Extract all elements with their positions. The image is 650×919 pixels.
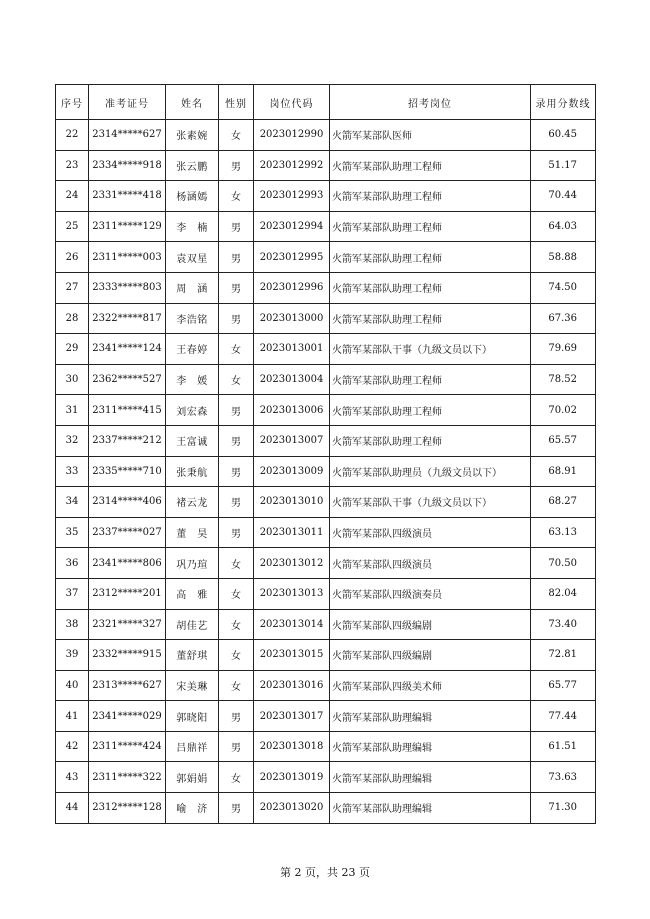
cell-gender: 男	[219, 303, 254, 334]
cell-post: 火箭军某部队助理编辑	[330, 793, 531, 824]
cell-name: 王春婷	[166, 334, 219, 365]
cell-name: 李 楠	[166, 211, 219, 242]
cell-post: 火箭军某部队四级美术师	[330, 670, 531, 701]
cell-post: 火箭军某部队助理编辑	[330, 731, 531, 762]
cell-gender: 男	[219, 211, 254, 242]
table-row	[56, 272, 596, 303]
header-post: 招考岗位	[330, 85, 531, 120]
cell-post-code: 2023013015	[254, 640, 330, 671]
cell-post-code: 2023013009	[254, 456, 330, 487]
cell-exam-id: 2311*****424	[89, 731, 166, 762]
cell-post-code: 2023013013	[254, 578, 330, 609]
cell-serial: 28	[56, 303, 89, 334]
table-row	[56, 487, 596, 518]
cell-post: 火箭军某部队助理员（九级文员以下）	[330, 456, 531, 487]
cell-name: 袁双星	[166, 242, 219, 273]
table-row	[56, 701, 596, 732]
cell-serial: 34	[56, 487, 89, 518]
cell-gender: 男	[219, 731, 254, 762]
cell-serial: 22	[56, 120, 89, 151]
table-row	[56, 731, 596, 762]
header-gender: 性别	[219, 85, 254, 120]
cell-post-code: 2023013012	[254, 548, 330, 579]
cell-serial: 38	[56, 609, 89, 640]
cell-exam-id: 2334*****918	[89, 150, 166, 181]
cell-score: 74.50	[531, 272, 596, 303]
cell-serial: 33	[56, 456, 89, 487]
cell-serial: 36	[56, 548, 89, 579]
cell-post-code: 2023013017	[254, 701, 330, 732]
cell-serial: 44	[56, 793, 89, 824]
cell-exam-id: 2311*****129	[89, 211, 166, 242]
cell-exam-id: 2321*****327	[89, 609, 166, 640]
cell-serial: 24	[56, 181, 89, 212]
cell-gender: 女	[219, 120, 254, 151]
table-body	[56, 120, 596, 824]
cell-score: 72.81	[531, 640, 596, 671]
cell-post-code: 2023013004	[254, 364, 330, 395]
cell-name: 刘宏森	[166, 395, 219, 426]
cell-post: 火箭军某部队助理编辑	[330, 701, 531, 732]
cell-exam-id: 2313*****627	[89, 670, 166, 701]
cell-serial: 40	[56, 670, 89, 701]
table-row	[56, 211, 596, 242]
cell-post: 火箭军某部队干事（九级文员以下）	[330, 487, 531, 518]
cell-post: 火箭军某部队助理工程师	[330, 303, 531, 334]
cell-exam-id: 2333*****803	[89, 272, 166, 303]
table-row	[56, 670, 596, 701]
cell-post: 火箭军某部队四级编剧	[330, 609, 531, 640]
cell-gender: 女	[219, 640, 254, 671]
cell-serial: 27	[56, 272, 89, 303]
header-score-line: 录用分数线	[531, 85, 596, 120]
cell-gender: 女	[219, 181, 254, 212]
cell-score: 70.02	[531, 395, 596, 426]
cell-exam-id: 2341*****029	[89, 701, 166, 732]
cell-gender: 男	[219, 793, 254, 824]
cell-gender: 女	[219, 670, 254, 701]
table-row	[56, 762, 596, 793]
cell-name: 郭娟娟	[166, 762, 219, 793]
cell-post-code: 2023012992	[254, 150, 330, 181]
cell-serial: 43	[56, 762, 89, 793]
cell-name: 张云鹏	[166, 150, 219, 181]
cell-post: 火箭军某部队助理工程师	[330, 150, 531, 181]
cell-serial: 31	[56, 395, 89, 426]
cell-serial: 39	[56, 640, 89, 671]
cell-name: 吕鼎祥	[166, 731, 219, 762]
cell-name: 宋美琳	[166, 670, 219, 701]
table-header-row	[56, 85, 596, 120]
cell-serial: 35	[56, 517, 89, 548]
cell-exam-id: 2311*****003	[89, 242, 166, 273]
cell-post: 火箭军某部队助理工程师	[330, 364, 531, 395]
cell-score: 77.44	[531, 701, 596, 732]
cell-serial: 30	[56, 364, 89, 395]
table-row	[56, 609, 596, 640]
cell-name: 胡佳艺	[166, 609, 219, 640]
cell-exam-id: 2341*****124	[89, 334, 166, 365]
cell-post: 火箭军某部队助理工程师	[330, 211, 531, 242]
cell-name: 张秉航	[166, 456, 219, 487]
cell-name: 周 涵	[166, 272, 219, 303]
cell-name: 褚云龙	[166, 487, 219, 518]
cell-exam-id: 2311*****415	[89, 395, 166, 426]
cell-post-code: 2023013019	[254, 762, 330, 793]
cell-serial: 37	[56, 578, 89, 609]
table-row	[56, 334, 596, 365]
cell-gender: 女	[219, 609, 254, 640]
cell-serial: 29	[56, 334, 89, 365]
table-row	[56, 120, 596, 151]
cell-serial: 26	[56, 242, 89, 273]
cell-serial: 32	[56, 425, 89, 456]
cell-score: 51.17	[531, 150, 596, 181]
cell-gender: 男	[219, 487, 254, 518]
table-row	[56, 395, 596, 426]
header-post-code: 岗位代码	[254, 85, 330, 120]
cell-gender: 男	[219, 272, 254, 303]
cell-serial: 41	[56, 701, 89, 732]
cell-exam-id: 2332*****915	[89, 640, 166, 671]
cell-post-code: 2023013010	[254, 487, 330, 518]
cell-score: 73.40	[531, 609, 596, 640]
cell-exam-id: 2322*****817	[89, 303, 166, 334]
cell-serial: 23	[56, 150, 89, 181]
cell-score: 70.50	[531, 548, 596, 579]
cell-gender: 女	[219, 578, 254, 609]
cell-gender: 男	[219, 517, 254, 548]
table-row	[56, 456, 596, 487]
cell-gender: 女	[219, 548, 254, 579]
cell-serial: 25	[56, 211, 89, 242]
cell-post-code: 2023013006	[254, 395, 330, 426]
cell-name: 巩乃瑄	[166, 548, 219, 579]
admission-score-table	[55, 84, 596, 824]
table-row	[56, 548, 596, 579]
cell-exam-id: 2335*****710	[89, 456, 166, 487]
cell-post: 火箭军某部队助理工程师	[330, 272, 531, 303]
cell-post-code: 2023013016	[254, 670, 330, 701]
cell-score: 68.27	[531, 487, 596, 518]
cell-post-code: 2023013014	[254, 609, 330, 640]
header-name: 姓名	[166, 85, 219, 120]
cell-score: 60.45	[531, 120, 596, 151]
table-row	[56, 242, 596, 273]
header-serial: 序号	[56, 85, 89, 120]
cell-gender: 男	[219, 242, 254, 273]
cell-name: 董 昊	[166, 517, 219, 548]
cell-score: 64.03	[531, 211, 596, 242]
cell-post-code: 2023012995	[254, 242, 330, 273]
cell-post: 火箭军某部队助理工程师	[330, 425, 531, 456]
cell-score: 79.69	[531, 334, 596, 365]
cell-gender: 男	[219, 395, 254, 426]
cell-score: 78.52	[531, 364, 596, 395]
cell-score: 67.36	[531, 303, 596, 334]
cell-exam-id: 2362*****527	[89, 364, 166, 395]
cell-name: 高 雅	[166, 578, 219, 609]
table-row	[56, 364, 596, 395]
table-row	[56, 303, 596, 334]
page-number-text: 第 2 页，共 23 页	[280, 866, 370, 879]
cell-score: 65.77	[531, 670, 596, 701]
cell-exam-id: 2331*****418	[89, 181, 166, 212]
cell-name: 李 媛	[166, 364, 219, 395]
cell-post: 火箭军某部队助理工程师	[330, 181, 531, 212]
cell-post-code: 2023013011	[254, 517, 330, 548]
cell-name: 李浩铭	[166, 303, 219, 334]
cell-gender: 男	[219, 425, 254, 456]
cell-score: 68.91	[531, 456, 596, 487]
cell-name: 喻 济	[166, 793, 219, 824]
table-row	[56, 517, 596, 548]
cell-serial: 42	[56, 731, 89, 762]
cell-name: 郭晓阳	[166, 701, 219, 732]
cell-post-code: 2023012993	[254, 181, 330, 212]
table-row	[56, 425, 596, 456]
cell-post-code: 2023013018	[254, 731, 330, 762]
cell-post-code: 2023012990	[254, 120, 330, 151]
cell-post-code: 2023012996	[254, 272, 330, 303]
cell-score: 82.04	[531, 578, 596, 609]
cell-post-code: 2023013020	[254, 793, 330, 824]
cell-exam-id: 2341*****806	[89, 548, 166, 579]
page-footer	[0, 864, 650, 880]
cell-exam-id: 2311*****322	[89, 762, 166, 793]
cell-exam-id: 2314*****406	[89, 487, 166, 518]
cell-post-code: 2023012994	[254, 211, 330, 242]
cell-post-code: 2023013007	[254, 425, 330, 456]
table-row	[56, 640, 596, 671]
cell-exam-id: 2314*****627	[89, 120, 166, 151]
cell-post: 火箭军某部队四级编剧	[330, 640, 531, 671]
cell-post: 火箭军某部队医师	[330, 120, 531, 151]
cell-gender: 女	[219, 364, 254, 395]
cell-post: 火箭军某部队四级演员	[330, 548, 531, 579]
cell-score: 73.63	[531, 762, 596, 793]
cell-name: 王富诚	[166, 425, 219, 456]
cell-score: 65.57	[531, 425, 596, 456]
cell-gender: 男	[219, 701, 254, 732]
cell-post: 火箭军某部队四级演奏员	[330, 578, 531, 609]
cell-post: 火箭军某部队助理工程师	[330, 395, 531, 426]
cell-exam-id: 2337*****027	[89, 517, 166, 548]
table-row	[56, 181, 596, 212]
cell-post: 火箭军某部队助理工程师	[330, 242, 531, 273]
table-row	[56, 578, 596, 609]
cell-exam-id: 2337*****212	[89, 425, 166, 456]
table-row	[56, 150, 596, 181]
cell-exam-id: 2312*****128	[89, 793, 166, 824]
cell-gender: 男	[219, 456, 254, 487]
cell-score: 58.88	[531, 242, 596, 273]
cell-name: 杨涵嫣	[166, 181, 219, 212]
cell-post: 火箭军某部队干事（九级文员以下）	[330, 334, 531, 365]
cell-exam-id: 2312*****201	[89, 578, 166, 609]
cell-gender: 女	[219, 334, 254, 365]
cell-gender: 女	[219, 762, 254, 793]
cell-post-code: 2023013001	[254, 334, 330, 365]
cell-score: 63.13	[531, 517, 596, 548]
cell-score: 61.51	[531, 731, 596, 762]
cell-post-code: 2023013000	[254, 303, 330, 334]
cell-gender: 男	[219, 150, 254, 181]
cell-post: 火箭军某部队四级演员	[330, 517, 531, 548]
cell-name: 董舒琪	[166, 640, 219, 671]
cell-name: 张素婉	[166, 120, 219, 151]
cell-score: 71.30	[531, 793, 596, 824]
header-exam-id: 准考证号	[89, 85, 166, 120]
table-row	[56, 793, 596, 824]
cell-post: 火箭军某部队助理编辑	[330, 762, 531, 793]
cell-score: 70.44	[531, 181, 596, 212]
